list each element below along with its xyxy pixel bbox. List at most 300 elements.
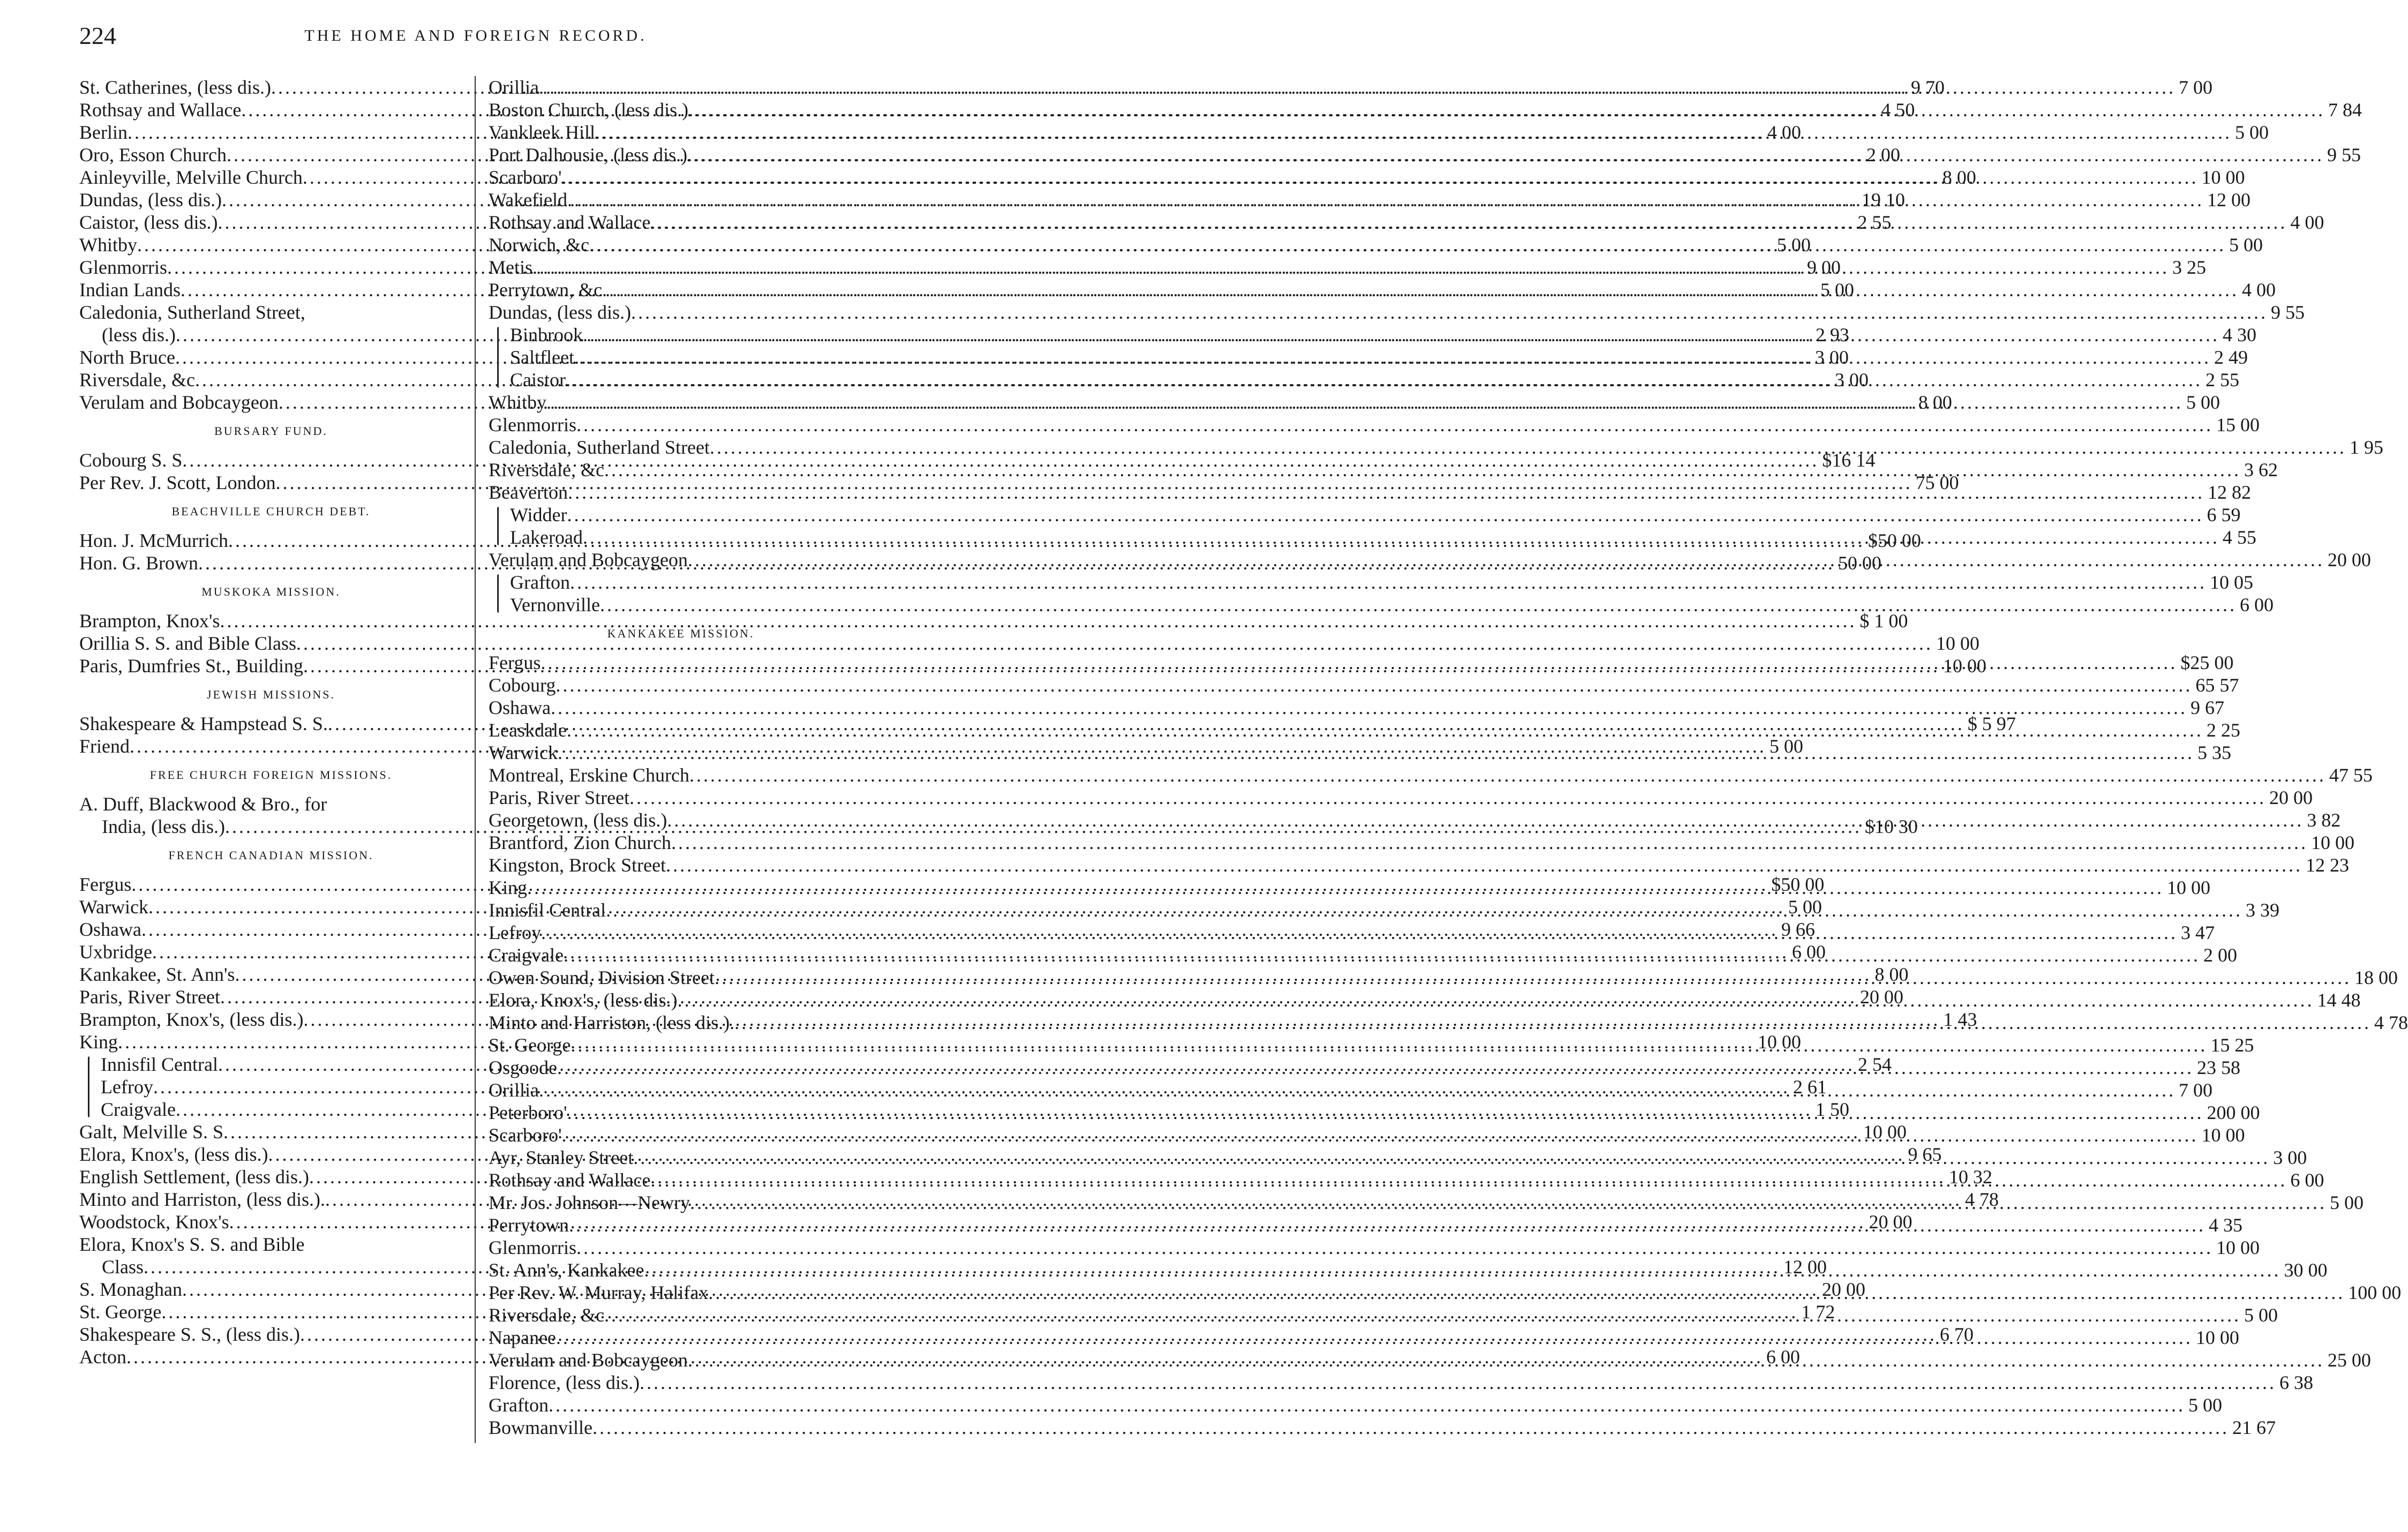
entry-label: Dundas, (less dis.) [489,302,631,323]
entry-label: Warwick [79,896,149,918]
entry-amount: 3 25 [2172,257,2207,278]
entry-label: Lakeroad [510,527,583,548]
entry-amount: 10 00 [2201,167,2245,188]
entry-label: Indian Lands [79,279,181,301]
entry-label: Kingston, Brock Street [489,854,666,876]
entry-label: Minto and Harriston, (less dis.). [489,1012,734,1033]
entry-label: Fergus [79,874,132,895]
dot-leader [589,234,2226,256]
entry-label: Caledonia, Sutherland Street [489,437,710,458]
entry-amount: 200 00 [2207,1102,2260,1123]
entry-amount: 3 62 [2244,459,2278,480]
entry-amount: 18 00 [2354,967,2398,988]
entry-label: A. Duff, Blackwood & Bro., for [79,793,327,815]
entry-amount: 20 00 [1822,1279,1865,1300]
dot-leader [606,899,2242,921]
entry-label: Georgetown, (less dis.) [489,809,667,831]
entry-amount: 9 66 [1781,919,1815,940]
entry-amount: 20 00 [1869,1211,1912,1233]
entry-amount: 5 00 [1820,279,1854,301]
entry-label: St. Ann's, Kankakee [489,1259,644,1281]
entry-label: St. George [79,1301,162,1323]
ledger-entry [489,301,2305,324]
ledger-entry [489,1371,2313,1394]
entry-amount: 5 00 [2188,1394,2222,1416]
entry-amount: 47 55 [2329,764,2373,786]
entry-label: Verulam and Bobcaygeon [79,392,279,413]
entry-label: Osgoode [489,1057,557,1078]
entry-label: Grafton [489,1394,549,1416]
entry-amount: 12 23 [2305,854,2349,876]
entry-amount: 100 00 [2348,1282,2402,1303]
entry-amount: $16 14 [1822,449,1876,471]
ledger-entry [79,301,463,324]
dot-leader [566,369,2202,391]
ledger-entry [489,764,2373,786]
entry-amount: 10 00 [2167,877,2210,898]
ledger-entry [489,1394,2222,1416]
dot-leader [677,989,2314,1011]
ledger-entry [489,1236,2260,1259]
entry-label: Whitby [79,234,137,256]
entry-label: Binbrook [510,324,583,346]
entry-amount: 4 00 [2290,212,2324,233]
dot-leader [568,481,2204,504]
dot-leader [567,504,2204,526]
dot-leader [595,121,2232,144]
entry-amount: 12 00 [1783,1256,1827,1278]
entry-label: Class [102,1256,144,1278]
section-heading: KANKAKEE MISSION. [607,627,755,640]
entry-amount: 9 55 [2327,144,2361,166]
dot-leader [600,594,2237,616]
dot-leader [564,944,2200,966]
bracketed-group [489,571,2274,616]
entry-label: King [79,1031,118,1053]
ledger-entry [489,436,2383,459]
entry-amount: 10 00 [2311,832,2354,853]
brace-mark [491,504,504,549]
entry-label: North Bruce [79,347,175,368]
dot-leader [304,1233,460,1256]
dot-leader [650,1169,2287,1191]
ledger-entry [79,610,1908,632]
entry-amount: $10 30 [1864,816,1918,837]
entry-amount: 2 93 [1816,324,1849,346]
entry-amount: 10 00 [1943,655,1987,677]
ledger-entry [510,594,2274,616]
entry-label: Orillia S. S. and Bible Class [79,633,296,654]
dot-leader [567,1101,2203,1124]
dot-leader [558,741,2194,764]
entry-label: Grafton [510,572,570,593]
dot-leader [734,1011,2371,1034]
entry-amount: 7 00 [2178,1079,2212,1101]
entry-amount: $50 00 [1867,530,1921,551]
dot-leader [710,436,2346,459]
entry-amount: 6 70 [1939,1324,1974,1345]
entry-label: Hon. J. McMurrich [79,530,228,551]
entry-amount: 21 67 [2232,1417,2276,1438]
entry-label: Perrytown [489,1214,569,1236]
ledger-entry [489,1124,2245,1146]
dot-leader [556,1326,2193,1349]
entry-amount: 8 00 [1918,392,1952,413]
entry-amount: 7 84 [2328,99,2362,121]
entry-label: Owen Sound, Division Street [489,967,715,988]
dot-leader [687,144,2324,166]
entry-label: Brampton, Knox's [79,610,220,632]
dot-leader [604,1304,2241,1326]
entry-label: Ayr, Stanley Street [489,1147,634,1168]
entry-amount: 1 43 [1943,1009,1977,1030]
entry-amount: 5 00 [1788,896,1822,918]
dot-leader [567,719,2203,741]
entry-amount: 2 00 [2203,944,2237,966]
entry-label: Brampton, Knox's, (less dis.) [79,1009,304,1030]
ledger-entry [510,571,2253,594]
entry-amount: 10 00 [1758,1031,1801,1053]
dot-leader [708,1281,2345,1304]
entry-label: Elora, Knox's, (less dis.) [79,1144,268,1165]
ledger-entry [489,414,2260,436]
entry-label: Paris, River Street [79,986,220,1008]
dot-leader [583,324,2219,346]
entry-label: (less dis.) [102,324,176,346]
entry-amount: 1 95 [2349,437,2383,458]
entry-amount: 15 25 [2210,1034,2254,1056]
entry-amount: 3 39 [2245,899,2279,921]
entry-label: Metis [489,257,533,278]
entry-amount: 4 78 [1964,1189,1999,1210]
entry-amount: 20 00 [2269,787,2313,808]
entry-label: Napanee [489,1327,556,1348]
entry-label: St. Catherines, (less dis.) [79,77,271,98]
entry-label: S. Monaghan [79,1279,182,1300]
entry-label: Whitby [489,392,546,413]
entry-label: Verulam and Bobcaygeon [489,549,688,570]
entry-label: Rothsay and Wallace [489,212,651,233]
entry-amount: $50 00 [1771,874,1825,895]
entry-label: Shakespeare & Hampstead S. S. [79,713,328,734]
entry-label: Ainleyville, Melville Church [79,167,303,188]
entry-amount: 4 50 [1881,99,1915,121]
entry-label: Fergus [489,652,541,673]
entry-amount: 2 49 [2214,347,2248,368]
section-heading: MUSKOKA MISSION. [201,585,341,598]
entry-amount: 2 55 [2206,369,2239,390]
entry-amount: 4 78 [2374,1012,2408,1033]
entry-amount: 65 57 [2195,674,2239,696]
entry-amount: 25 00 [2327,1349,2371,1371]
entry-label: Paris, River Street [489,787,629,808]
entry-amount: 50 00 [1838,552,1881,574]
entry-amount: 3 82 [2307,809,2341,831]
entry-amount: 20 00 [1859,986,1903,1008]
entry-amount: 14 48 [2317,989,2361,1011]
entry-amount: 8 00 [1874,964,1909,985]
entry-amount: 10 00 [1936,633,1979,654]
ledger-entry [79,793,463,815]
page-number: 224 [79,22,116,49]
entry-label: Oshawa [489,697,551,718]
entry-amount: 3 47 [2180,922,2215,943]
entry-amount: 10 00 [2201,1124,2245,1146]
entry-label: Kankakee, St. Ann's [79,964,235,985]
ledger-entry [489,831,2354,854]
entry-amount: 3 00 [1814,347,1849,368]
section-heading: JEWISH MISSIONS. [207,688,335,701]
brace-mark [491,324,504,391]
entry-amount: 6 00 [1766,1346,1800,1368]
entry-label: Warwick [489,742,558,763]
entry-label: English Settlement, (less dis.) [79,1166,309,1188]
entry-label: Caistor [510,369,566,390]
entry-label: Florence, (less dis.) [489,1372,640,1393]
entry-label: Cobourg [489,674,556,696]
entry-label: Caistor, (less dis.) [79,212,218,233]
dot-leader [688,549,2324,571]
entry-amount: 3 00 [1834,369,1869,390]
entry-amount: 6 00 [2290,1169,2324,1191]
entry-label: King [489,877,527,898]
entry-amount: 5 00 [2229,234,2263,256]
running-title: THE HOME AND FOREIGN RECORD. [304,27,647,44]
entry-label: Minto and Harriston, (less dis.). [79,1189,325,1210]
entry-label: Riversdale, &c [489,1304,604,1326]
entry-label: Scarboro' [489,1124,562,1146]
entry-label: Innisfil Central [101,1054,218,1075]
dot-leader [583,526,2219,549]
entry-amount: $25 00 [2180,652,2234,673]
dot-leader [602,279,2239,301]
entry-label: Norwich, &c [489,234,589,256]
dot-leader [667,809,2304,831]
entry-amount: 7 00 [2178,77,2212,98]
entry-label: Cobourg S. S [79,449,183,471]
dot-leader [541,921,2178,944]
ledger-entry [510,504,2241,526]
entry-amount: 9 67 [2190,697,2224,718]
entry-label: Caledonia, Sutherland Street, [79,302,305,323]
entry-label: Rothsay and Wallace [79,99,242,121]
entry-amount: 2 55 [1857,212,1892,233]
entry-label: Uxbridge [79,941,152,963]
entry-amount: 9 65 [1908,1144,1942,1165]
dot-leader [604,459,2241,481]
section-heading: BURSARY FUND. [214,424,328,438]
entry-amount: 12 82 [2207,482,2251,503]
entry-label: Saltfleet [510,347,574,368]
dot-leader [689,764,2326,786]
entry-amount: 8 00 [1942,167,1976,188]
dot-leader [561,166,2198,189]
entry-label: Vernonville [510,594,600,615]
entry-amount: 3 00 [2273,1147,2307,1168]
ledger-entry [489,234,2263,256]
entry-amount: 5 35 [2197,742,2232,763]
entry-label: Per Rev. J. Scott, London [79,472,276,493]
brace-mark [491,571,504,616]
entry-label: Berlin [79,122,127,143]
entry-label: Woodstock, Knox's [79,1211,229,1233]
ledger-entry [489,674,2239,696]
entry-label: Beaverton [489,482,568,503]
section-heading: FREE CHURCH FOREIGN MISSIONS. [149,768,393,782]
entry-amount: 10 00 [2216,1237,2260,1258]
dot-leader [571,1034,2207,1056]
ledger-entry [489,696,2224,719]
dot-leader [640,1371,2276,1394]
dot-leader [576,1236,2213,1259]
entry-label: Elora, Knox's, (less dis.) [489,989,678,1011]
entry-label: Craigvale [489,944,564,966]
entry-label: Glenmorris [489,414,576,435]
entry-label: Oro, Esson Church [79,144,227,166]
entry-label: Oshawa [79,919,141,940]
ledger-entry [489,854,2349,876]
entry-label: Montreal, Erskine Church [489,764,689,786]
entry-label: India, (less dis.) [102,816,225,837]
entry-label: Bowmanville [489,1417,592,1438]
entry-label: Perrytown, &c [489,279,602,301]
entry-label: Peterboro' [489,1102,567,1123]
dot-leader [561,1124,2198,1146]
entry-label: Lefroy [489,922,541,943]
entry-label: Glenmorris [79,257,167,278]
dot-leader [567,189,2204,211]
entry-label: Verulam and Bobcaygeon [489,1349,688,1371]
entry-label: Orillia [489,77,539,98]
entry-amount: 30 00 [2284,1259,2328,1281]
entry-amount: 15 00 [2216,414,2260,435]
dot-leader [592,1416,2229,1439]
entry-label: Friend [79,735,130,757]
entry-amount: 1 50 [1815,1099,1849,1120]
entry-label: Widder [510,504,567,525]
entry-amount: 5 00 [2330,1192,2364,1213]
ledger-entry [79,1233,463,1256]
entry-amount: 1 72 [1801,1301,1835,1323]
entry-amount: 6 38 [2279,1372,2313,1393]
entry-amount: 5 00 [2234,122,2269,143]
dot-leader [556,674,2192,696]
entry-amount: $ 1 00 [1859,610,1908,632]
entry-label: Per Rev. W. Murray, Halifax [489,1282,709,1303]
dot-leader [576,414,2213,436]
entry-label: Galt, Melville S. S [79,1121,223,1143]
entry-amount: $ 5 97 [1967,713,2016,734]
entry-label: Paris, Dumfries St., Building [79,655,304,677]
entry-amount: 23 58 [2197,1057,2240,1078]
entry-label: Scarboro' [489,167,562,188]
dot-leader [569,1214,2206,1236]
entry-amount: 4 30 [2223,324,2257,346]
entry-label: Riversdale, &c [79,369,195,390]
entry-label: Lefroy [101,1076,153,1098]
entry-amount: 5 00 [2244,1304,2278,1326]
entry-label: St. George [489,1034,571,1056]
column-divider [475,76,476,1443]
ledger-entry [489,1416,2276,1439]
entry-label: Dundas, (less dis.) [79,189,222,211]
entry-label: Boston Church, (less dis.) [489,99,688,121]
page-header [79,21,872,59]
dot-leader [570,571,2207,594]
entry-amount: 9 55 [2270,302,2305,323]
entry-label: Shakespeare S. S., (less dis.) [79,1324,300,1345]
entry-label: Hon. G. Brown [79,552,198,574]
entry-amount: 2 61 [1792,1076,1827,1098]
entry-amount: 75 00 [1915,472,1959,493]
dot-leader [715,966,2351,989]
entry-label: Leaskdale [489,719,567,741]
entry-amount: 4 35 [2208,1214,2242,1236]
dot-leader [650,211,2287,234]
entry-label: Riversdale, &c [489,459,604,480]
section-heading: BEACHVILLE CHURCH DEBT. [171,505,371,518]
entry-amount: 10 05 [2209,572,2253,593]
dot-leader [690,1191,2327,1214]
entry-label: Rothsay and Wallace [489,1169,651,1191]
ledger-entry [489,966,2398,989]
entry-amount: 9 00 [1806,257,1841,278]
entry-amount: 2 00 [1866,144,1900,166]
dot-leader [305,301,460,324]
entry-amount: 4 00 [1767,122,1801,143]
entry-amount: 10 00 [1863,1121,1907,1143]
dot-leader [546,391,2183,414]
dot-leader [539,76,2176,99]
entry-label: Wakefield [489,189,568,211]
dot-leader [644,1259,2281,1281]
entry-label: Vankleek Hill [489,122,595,143]
brace-mark [81,1053,94,1121]
dot-leader [631,301,2268,324]
entry-amount: 12 00 [2207,189,2251,211]
entry-label: Mr. Jos. Johnson—Newry [489,1192,691,1213]
dot-leader [666,854,2302,876]
entry-label: Craigvale [101,1099,176,1120]
dot-leader [327,793,460,815]
entry-label: Innisfil Central [489,899,606,921]
entry-amount: 4 55 [2222,527,2256,548]
entry-amount: 6 59 [2207,504,2241,525]
dot-leader [551,696,2187,719]
entry-label: Elora, Knox's S. S. and Bible [79,1234,305,1255]
entry-amount: 6 00 [2239,594,2274,615]
entry-amount: 5 00 [1776,234,1811,256]
dot-leader [539,1079,2176,1101]
entry-label: Brantford, Zion Church [489,832,671,853]
entry-amount: 2 54 [1857,1054,1892,1075]
entry-amount: 2 25 [2206,719,2240,741]
entry-amount: 6 00 [1791,941,1826,963]
entry-label: Port Dalhousie, (less dis.) [489,144,687,166]
dot-leader [541,651,2177,674]
dot-leader [633,1146,2270,1169]
dot-leader [574,346,2211,369]
entry-label: Glenmorris [489,1237,576,1258]
dot-leader [557,1056,2194,1079]
ledger-entry [489,786,2313,809]
dot-leader [671,831,2308,854]
dot-leader [688,1349,2324,1371]
entry-amount: 5 00 [2186,392,2220,413]
entry-amount: 4 00 [2241,279,2276,301]
dot-leader [688,99,2325,121]
entry-amount: 10 00 [2195,1327,2239,1348]
